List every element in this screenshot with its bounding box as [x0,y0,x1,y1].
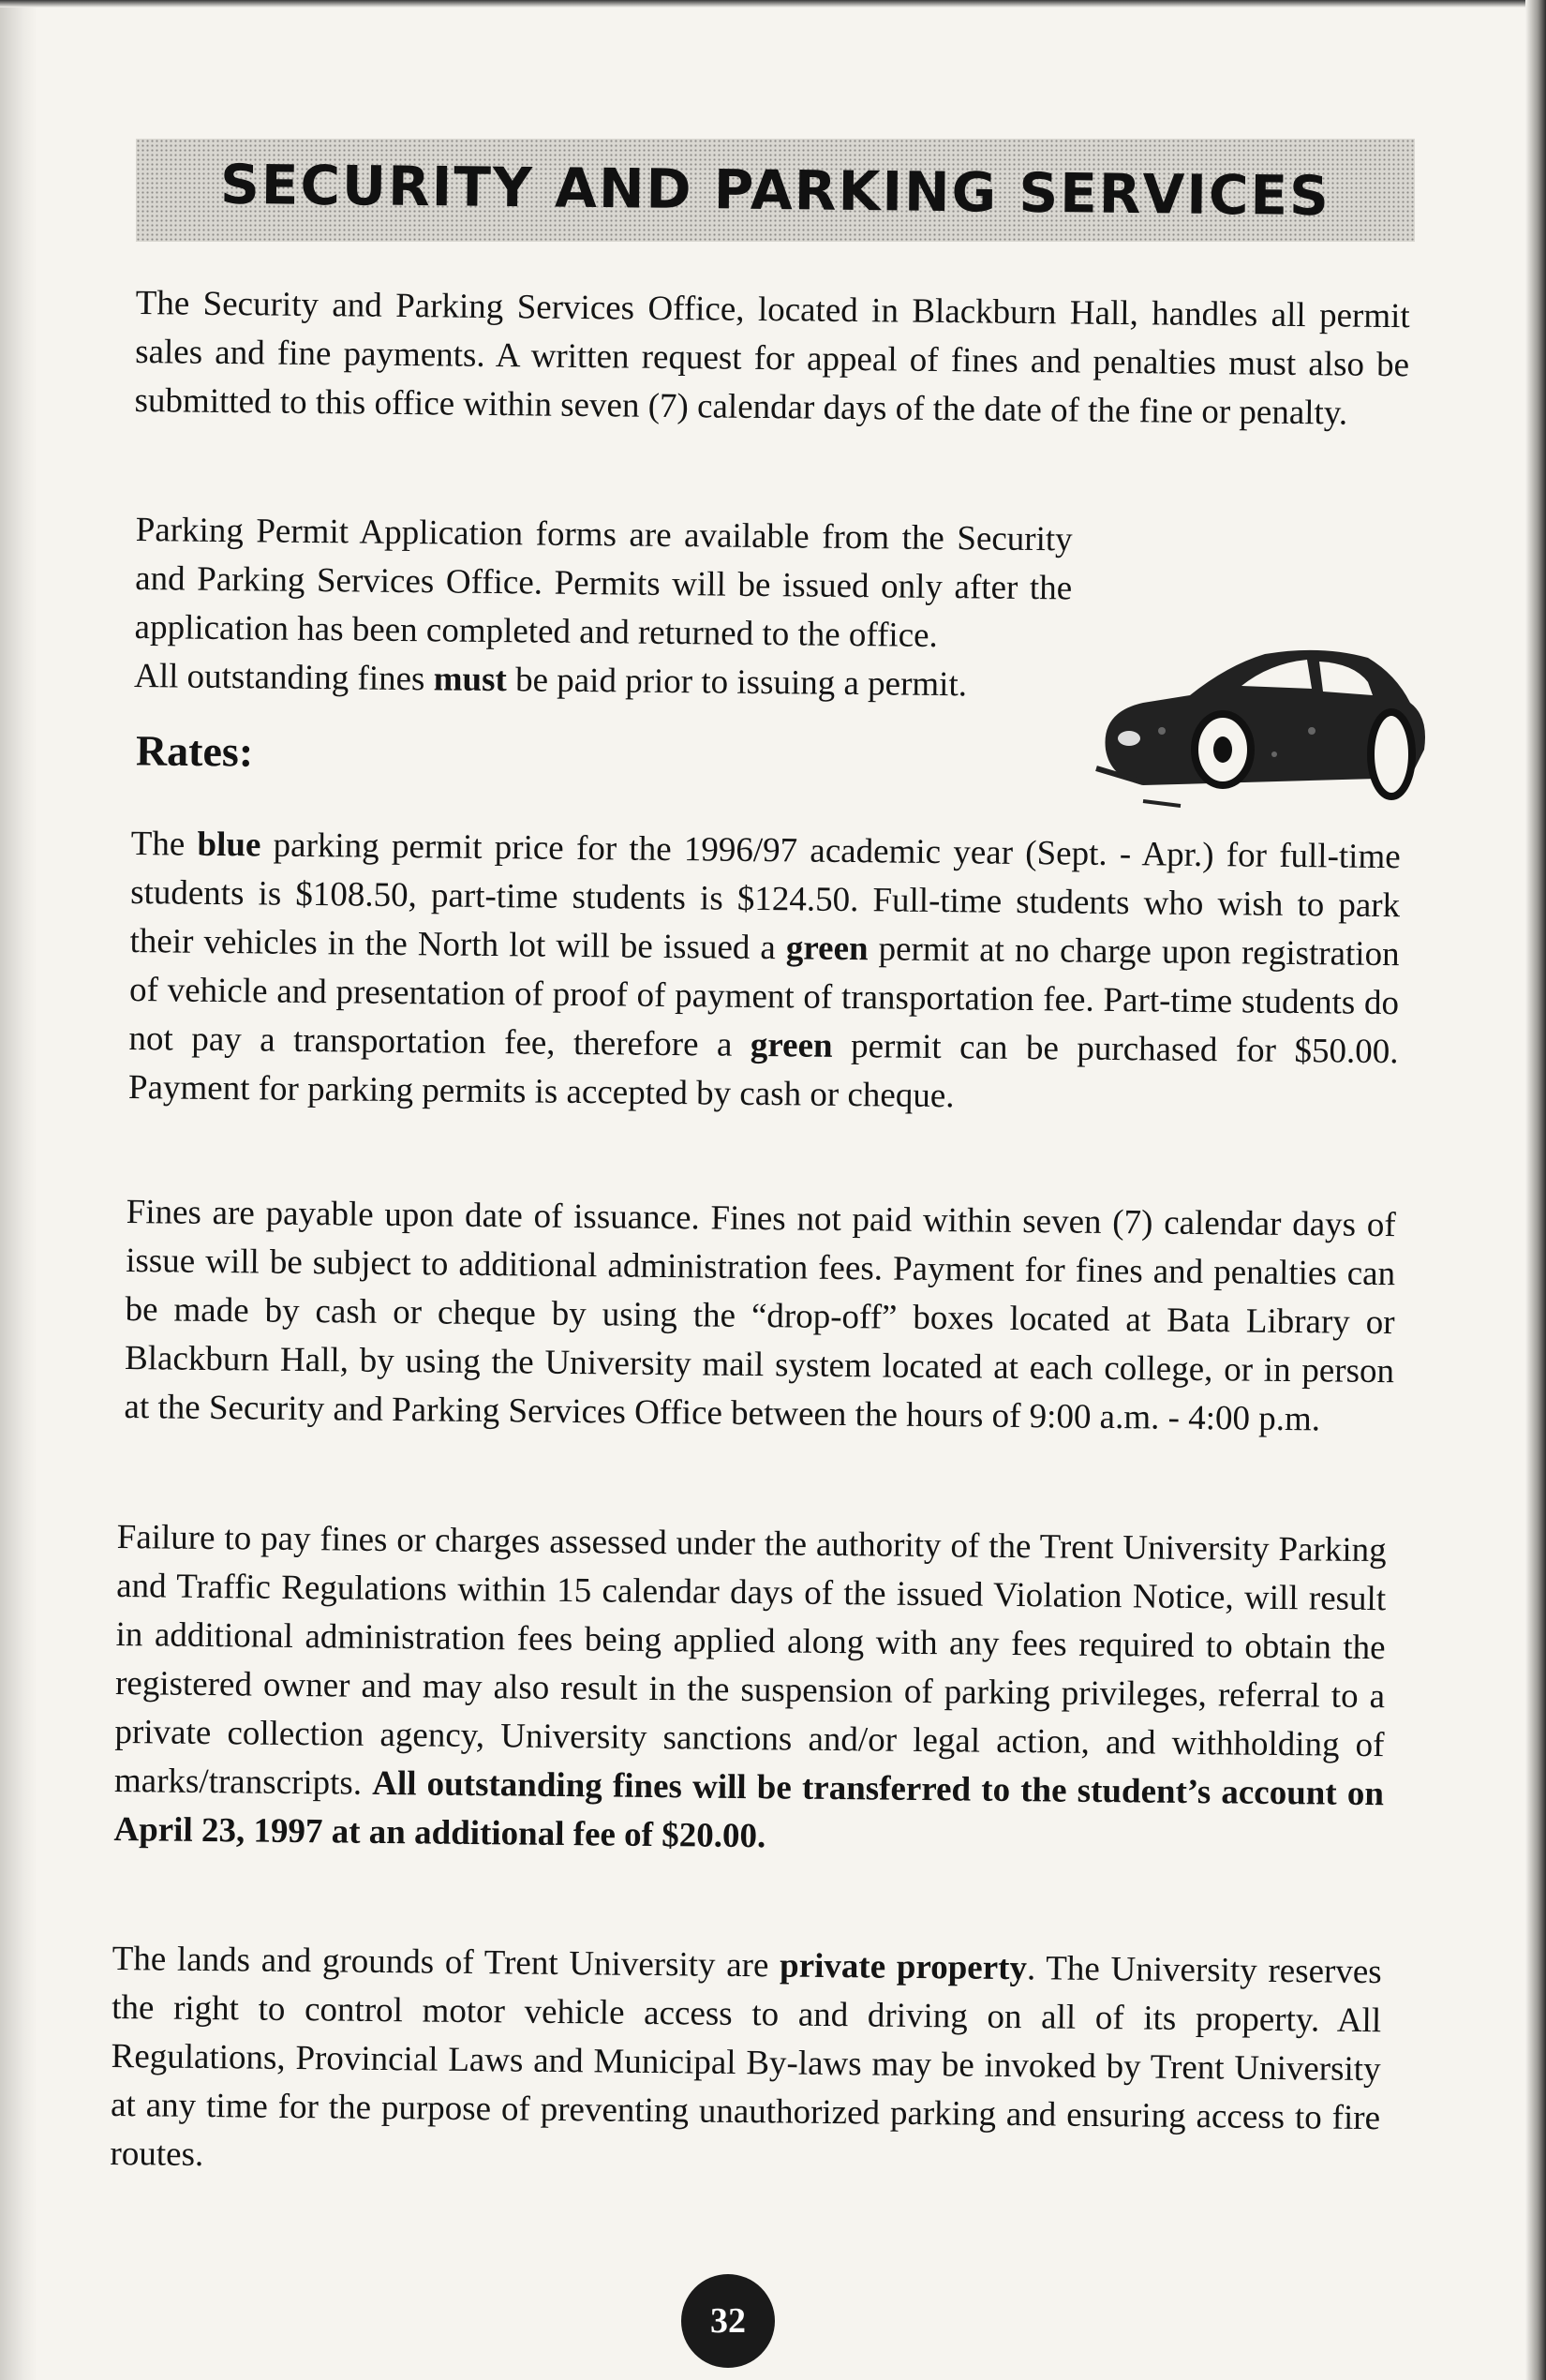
page-number-badge [681,2274,775,2368]
rates-heading: Rates: [135,726,254,776]
title-banner [136,139,1415,242]
rates-bold-green-2: green [750,1025,833,1065]
permit-application-text: Parking Permit Application forms are available from the Security and Parking Services Office. Permits will be issued only after the application has been completed and returned to the office. [134,510,1073,655]
top-edge [0,0,1546,7]
intro-paragraph [134,279,1410,439]
rates-bold-green-1: green [785,929,869,969]
page-title: SECURITY AND PARKING SERVICES [219,152,1331,229]
fines-payment-paragraph [124,1188,1396,1445]
rates-paragraph [128,820,1401,1125]
rates-text-1: The [130,824,198,864]
rates-text-3: permit at no charge upon registration of vehicle and presentation of proof of payment of transportation fee. Part-time students do not pay a transportation fee, therefore a [128,930,1400,1064]
failure-to-pay-text: Failure to pay fines or charges assessed under the authority of the Trent University Parking and Traffic Regulations within 15 calendar days of the issued Violation Notice, will result in additional administration fees being applied along with any fees required to obtain the registered owner and may also result in the suspension of parking privileges, referral to a private collection agency, University sanctions and/or legal action, and withholding of marks/transcripts. [113,1517,1387,1803]
intro-text: The Security and Parking Services Office, located in Blackburn Hall, handles all permit sales and fine payments. A written request for appeal of fines and penalties must also be submitted to this office within seven (7) calendar days of the date of the fine or penalty. [134,283,1410,433]
private-property-text-2: . The University reserves the right to control motor vehicle access to and driving on all of its property. All Regulations, Provincial Laws and Municipal By-laws may be invoked by Trent University at any time for the purpose of preventing unauthorized parking and ensuring access to fire routes. [110,1949,1382,2175]
page-number: 32 [710,2301,746,2341]
private-property-bold: private property [779,1946,1028,1988]
private-property-text-1: The lands and grounds of Trent University are [111,1939,780,1986]
permit-fines-text-before: All outstanding fines [133,656,434,699]
permit-fines-bold: must [433,660,508,700]
rates-bold-blue: blue [197,825,261,865]
fines-payment-text: Fines are payable upon date of issuance. Fines not paid within seven (7) calendar days of issue will be subject to additional administration fees. Payment for fines and penalties can be made by cash or cheque by using the “drop-off” boxes located at Bata Library or Blackburn Hall, by using the University mail system located at each college, or in person at the Security and Parking Services Office between the hours of 9:00 a.m. - 4:00 p.m. [124,1192,1396,1439]
binding-edge [0,0,37,2380]
permit-fines-text-after: be paid prior to issuing a permit. [506,661,968,705]
private-property-paragraph [110,1935,1382,2192]
failure-to-pay-paragraph [113,1513,1387,1867]
failure-to-pay-bold: All outstanding fines will be transferred to the student’s account on April 23, 1997 at an additional fee of $20.00. [113,1763,1385,1856]
right-edge [1525,0,1546,2380]
rates-text-4: permit can be purchased for $50.00. Payment for parking permits is accepted by cash or cheque. [127,1026,1399,1116]
car-icon [1087,637,1434,815]
rates-text-2: parking permit price for the 1996/97 academic year (Sept. - Apr.) for full-time students is $108.50, part-time students is $124.50. Full-time students who wish to park their vehicles in the North lot will be issued a [129,826,1401,968]
